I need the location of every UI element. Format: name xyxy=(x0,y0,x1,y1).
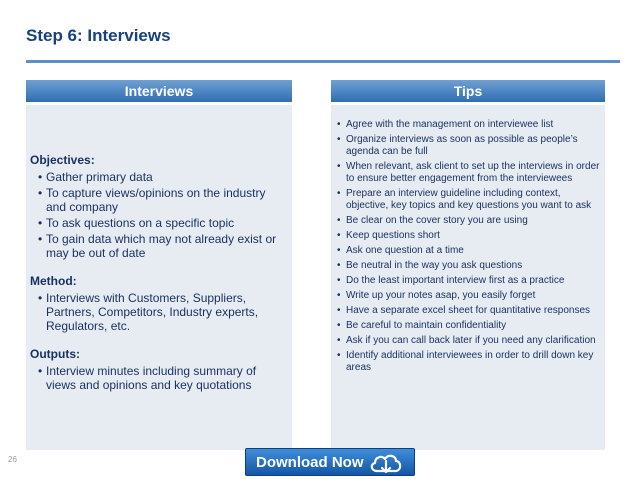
tip-item: • Be careful to maintain confidentiality xyxy=(337,320,601,332)
page-number: 26 xyxy=(8,455,17,464)
tip-item: • Write up your notes asap, you easily forget xyxy=(337,290,601,302)
cloud-download-icon xyxy=(368,451,404,475)
tip-item: • Be clear on the cover story you are using xyxy=(337,215,601,227)
tip-item: • Agree with the management on interviewee list xyxy=(337,119,601,131)
tips-content xyxy=(337,119,601,377)
outputs-section xyxy=(30,347,288,392)
tip-item: • Be neutral in the way you ask questions xyxy=(337,260,601,272)
tip-item: • Organize interviews as soon as possible as people’s agenda can be full xyxy=(337,134,601,158)
tip-item: • When relevant, ask client to set up the interviews in order to ensure better engagement from the interviewees xyxy=(337,161,601,185)
page-title: Step 6: Interviews xyxy=(26,26,171,45)
section-title: Outputs: xyxy=(30,347,80,361)
tips-header: Tips xyxy=(331,80,605,102)
list-item: • Interview minutes including summary of views and opinions and key quotations xyxy=(38,364,288,392)
list-item: • To capture views/opinions on the industry and company xyxy=(38,186,288,214)
list-item: • Gather primary data xyxy=(38,170,288,184)
tip-item: • Have a separate excel sheet for quantitative responses xyxy=(337,305,601,317)
method-section xyxy=(30,274,288,333)
list-item: • To ask questions on a specific topic xyxy=(38,216,288,230)
interviews-header: Interviews xyxy=(26,80,292,102)
tips-list xyxy=(337,119,601,374)
tip-item: • Ask if you can call back later if you need any clarification xyxy=(337,335,601,347)
list-item: • To gain data which may not already exist or may be out of date xyxy=(38,232,288,260)
tip-item: • Do the least important interview first as a practice xyxy=(337,275,601,287)
list-item: • Interviews with Customers, Suppliers, Partners, Competitors, Industry experts, Regulators, etc. xyxy=(38,291,288,333)
section-title: Method: xyxy=(30,274,77,288)
download-now-button[interactable] xyxy=(245,448,415,476)
interviews-content xyxy=(30,153,288,406)
tip-item: • Identify additional interviewees in order to drill down key areas xyxy=(337,350,601,374)
section-title: Objectives: xyxy=(30,153,95,167)
download-button-label: Download Now xyxy=(256,453,364,471)
tip-item: • Ask one question at a time xyxy=(337,245,601,257)
objectives-section xyxy=(30,153,288,260)
tip-item: • Prepare an interview guideline including context, objective, key topics and key questions you want to ask xyxy=(337,188,601,212)
title-divider xyxy=(26,60,620,63)
tip-item: • Keep questions short xyxy=(337,230,601,242)
